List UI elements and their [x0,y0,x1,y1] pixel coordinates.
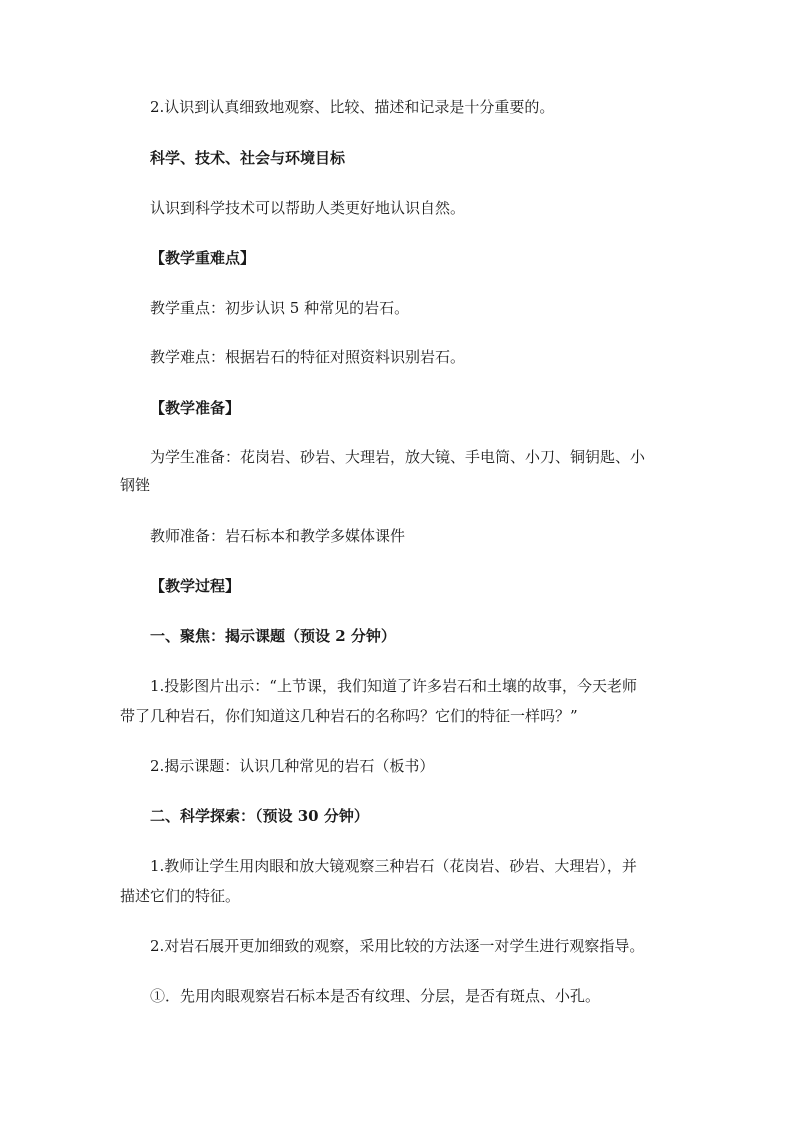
paragraph-goal-2: 2.认识到认真细致地观察、比较、描述和记录是十分重要的。 [150,98,555,116]
paragraph-s2-1-line2: 描述它们的特征。 [120,887,241,905]
heading-process: 【教学过程】 [150,577,241,595]
paragraph-key-point: 教学重点：初步认识 5 种常见的岩石。 [150,299,410,317]
paragraph-s1-2: 2.揭示课题：认识几种常见的岩石（板书） [150,757,435,775]
paragraph-student-prep-line2: 钢锉 [120,476,151,494]
paragraph-teacher-prep: 教师准备：岩石标本和教学多媒体课件 [150,527,406,545]
paragraph-s2-2-1: ①．先用肉眼观察岩石标本是否有纹理、分层，是否有斑点、小孔。 [150,987,601,1005]
heading-key-points: 【教学重难点】 [150,249,256,267]
heading-section-1: 一、聚焦：揭示课题（预设 2 分钟） [150,627,396,645]
paragraph-s1-1-line1: 1.投影图片出示：“上节课，我们知道了许多岩石和土壤的故事，今天老师 [150,677,637,695]
paragraph-difficult-point: 教学难点：根据岩石的特征对照资料识别岩石。 [150,348,466,366]
heading-preparation: 【教学准备】 [150,399,241,417]
paragraph-s2-1-line1: 1.教师让学生用肉眼和放大镜观察三种岩石（花岗岩、砂岩、大理岩），并 [150,857,637,875]
paragraph-s1-1-line2: 带了几种岩石，你们知道这几种岩石的名称吗？它们的特征一样吗？” [120,707,578,725]
paragraph-s2-2: 2.对岩石展开更加细致的观察，采用比较的方法逐一对学生进行观察指导。 [150,937,645,955]
paragraph-student-prep-line1: 为学生准备：花岗岩、砂岩、大理岩，放大镜、手电筒、小刀、铜钥匙、小 [150,448,646,466]
heading-sts-goals: 科学、技术、社会与环境目标 [150,149,346,167]
paragraph-sts-goal: 认识到科学技术可以帮助人类更好地认识自然。 [150,199,466,217]
heading-section-2: 二、科学探索：（预设 30 分钟） [150,807,369,825]
